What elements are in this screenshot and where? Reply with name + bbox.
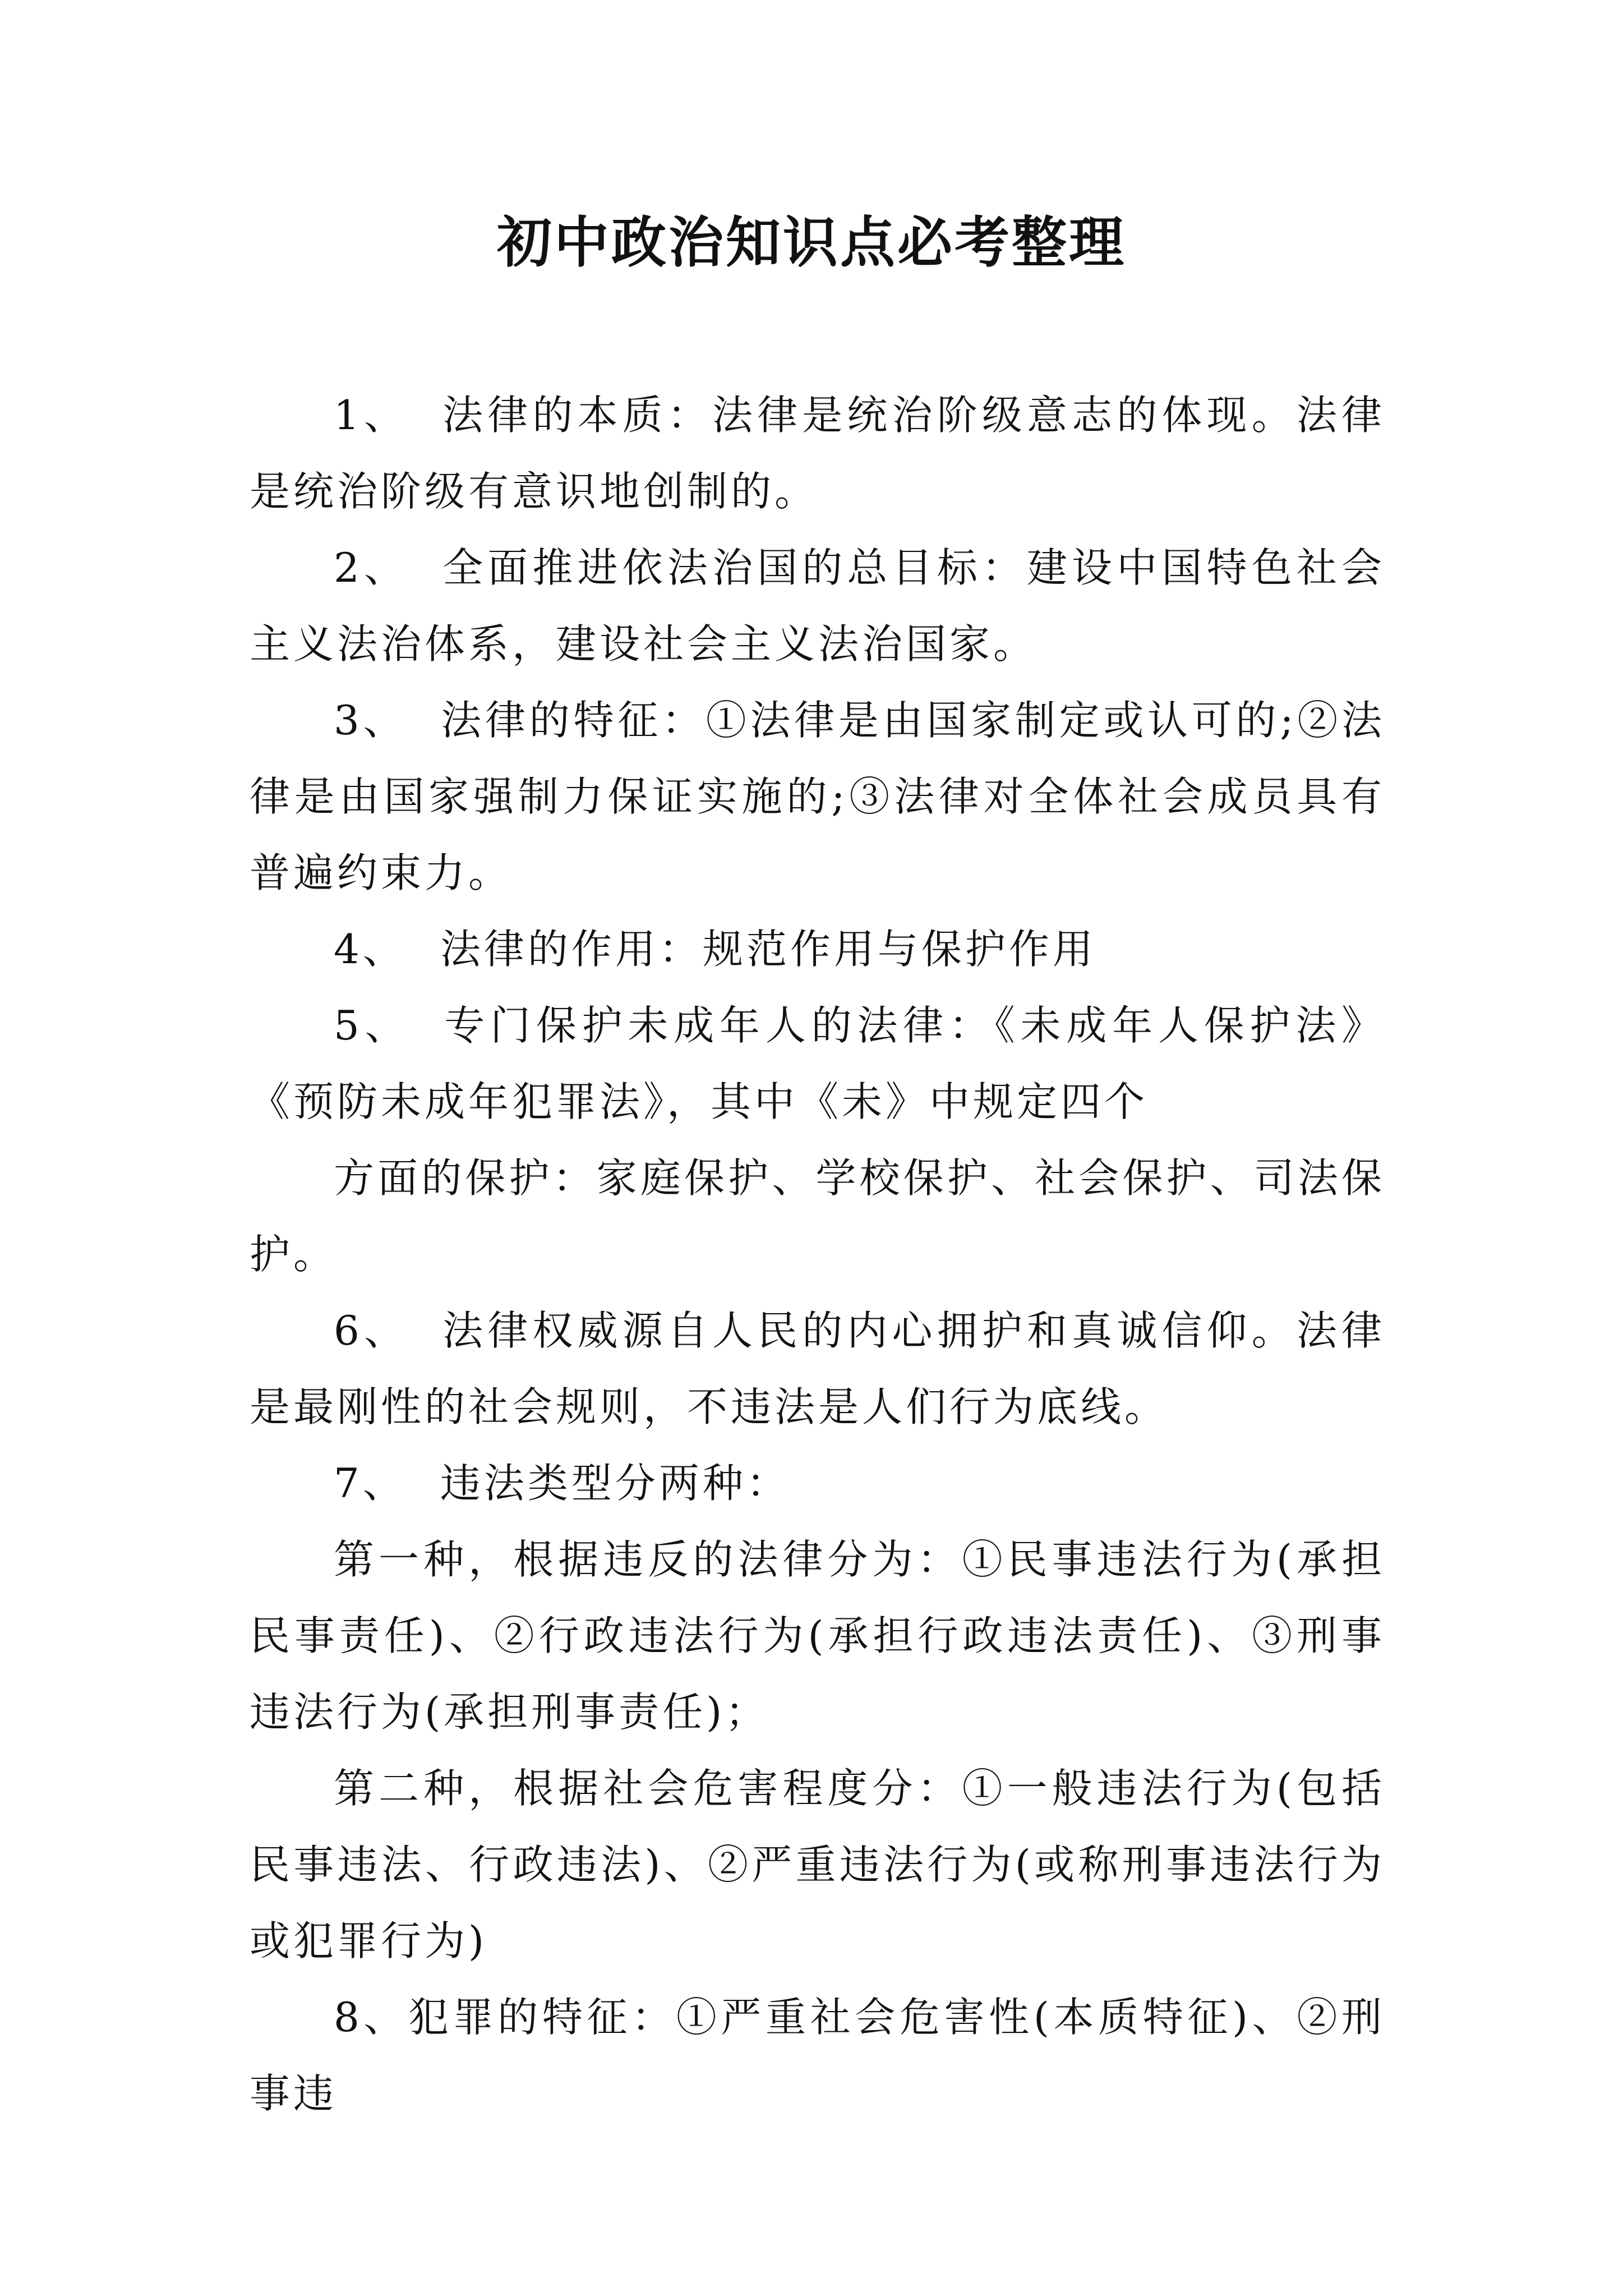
document-body: [250, 377, 1385, 2132]
paragraph-number: 7、: [334, 1460, 407, 1507]
paragraph-number: 3、: [334, 697, 408, 744]
paragraph-3: [250, 682, 1385, 911]
paragraph-number: 5、: [334, 1002, 411, 1049]
paragraph-text: 8、犯罪的特征：①严重社会危害性(本质特征)、②刑事违: [250, 1994, 1385, 2117]
paragraph-7-type-two: [250, 1750, 1385, 1979]
paragraph-text: 违法类型分两种：: [440, 1460, 790, 1507]
paragraph-number: 4、: [334, 926, 407, 973]
paragraph-text: 法律的特征：①法律是由国家制定或认可的;②法律是由国家强制力保证实施的;③法律对全体社会成员具有普遍约束力。: [250, 697, 1385, 896]
paragraph-text: 第二种，根据社会危害程度分：①一般违法行为(包括民事违法、行政违法)、②严重违法行为(或称刑事违法行为或犯罪行为): [250, 1765, 1385, 1964]
paragraph-number: 1、: [334, 392, 409, 439]
paragraph-text: 方面的保护：家庭保护、学校保护、社会保护、司法保护。: [250, 1154, 1385, 1278]
paragraph-text: 法律的作用：规范作用与保护作用: [440, 926, 1096, 973]
paragraph-5: [250, 987, 1385, 1140]
paragraph-2: [250, 530, 1385, 682]
paragraph-8: [250, 1979, 1385, 2132]
paragraph-number: 2、: [334, 544, 409, 591]
paragraph-text: 全面推进依法治国的总目标：建设中国特色社会主义法治体系，建设社会主义法治国家。: [250, 544, 1385, 668]
paragraph-text: 专门保护未成年人的法律：《未成年人保护法》《预防未成年犯罪法》，其中《未》中规定四个: [250, 1002, 1385, 1125]
paragraph-7-type-one: [250, 1521, 1385, 1750]
paragraph-6: [250, 1292, 1385, 1445]
paragraph-text: 第一种，根据违反的法律分为：①民事违法行为(承担民事责任)、②行政违法行为(承担行政违法责任)、③刑事违法行为(承担刑事责任)；: [250, 1536, 1385, 1736]
paragraph-number: 6、: [334, 1307, 409, 1354]
paragraph-5-continued: [250, 1140, 1385, 1292]
paragraph-text: 法律的本质：法律是统治阶级意志的体现。法律是统治阶级有意识地创制的。: [250, 392, 1385, 515]
paragraph-1: [250, 377, 1385, 530]
document-title: 初中政治知识点必考整理: [496, 210, 1126, 275]
paragraph-7: [250, 1445, 1385, 1521]
paragraph-4: [250, 911, 1385, 987]
paragraph-text: 法律权威源自人民的内心拥护和真诚信仰。法律是最刚性的社会规则，不违法是人们行为底线。: [250, 1307, 1385, 1430]
